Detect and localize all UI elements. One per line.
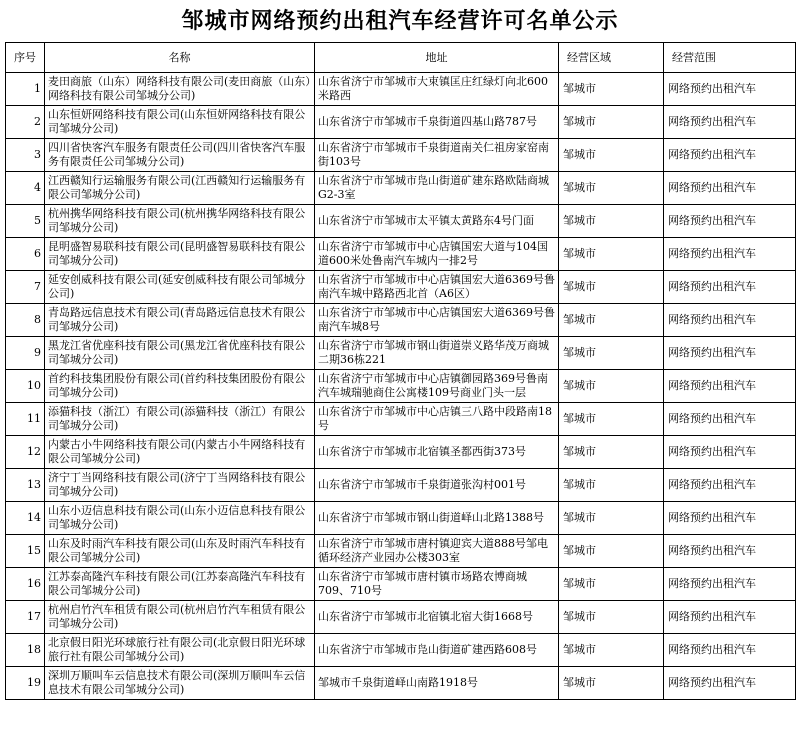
cell-seq: 11 [6,403,45,436]
cell-address: 山东省济宁市邹城市千泉街道张沟村001号 [315,469,559,502]
table-row [6,502,796,535]
header-scope: 经营范围 [664,43,796,73]
cell-name: 江西赣知行运输服务有限公司(江西赣知行运输服务有限公司邹城分公司) [45,172,315,205]
cell-address: 山东省济宁市邹城市钢山街道崇义路华茂万商城二期36栋221 [315,337,559,370]
cell-address: 山东省济宁市邹城市中心店镇御园路369号鲁南汽车城瑞驰商住公寓楼109号商业门头一层 [315,370,559,403]
cell-address: 山东省济宁市邹城市北宿镇圣都西街373号 [315,436,559,469]
cell-scope: 网络预约出租汽车 [664,205,796,238]
cell-scope: 网络预约出租汽车 [664,106,796,139]
cell-area: 邹城市 [559,568,664,601]
header-area: 经营区域 [559,43,664,73]
table-row [6,535,796,568]
cell-area: 邹城市 [559,106,664,139]
cell-scope: 网络预约出租汽车 [664,271,796,304]
cell-area: 邹城市 [559,535,664,568]
table-row [6,403,796,436]
cell-seq: 14 [6,502,45,535]
cell-scope: 网络预约出租汽车 [664,337,796,370]
cell-name: 麦田商旅（山东）网络科技有限公司(麦田商旅（山东）网络科技有限公司邹城分公司) [45,73,315,106]
table-row [6,139,796,172]
cell-scope: 网络预约出租汽车 [664,535,796,568]
table-row [6,436,796,469]
cell-area: 邹城市 [559,601,664,634]
cell-area: 邹城市 [559,238,664,271]
table-row [6,106,796,139]
cell-scope: 网络预约出租汽车 [664,370,796,403]
cell-seq: 10 [6,370,45,403]
cell-name: 山东及时雨汽车科技有限公司(山东及时雨汽车科技有限公司邹城分公司) [45,535,315,568]
cell-area: 邹城市 [559,73,664,106]
header-address: 地址 [315,43,559,73]
cell-address: 山东省济宁市邹城市中心店镇国宏大道6369号鲁南汽车城中路路西北首（A6区） [315,271,559,304]
cell-scope: 网络预约出租汽车 [664,502,796,535]
cell-area: 邹城市 [559,139,664,172]
cell-scope: 网络预约出租汽车 [664,403,796,436]
cell-seq: 15 [6,535,45,568]
cell-seq: 6 [6,238,45,271]
cell-area: 邹城市 [559,172,664,205]
cell-address: 山东省济宁市邹城市唐村镇迎宾大道888号邹电循环经济产业园办公楼303室 [315,535,559,568]
cell-area: 邹城市 [559,469,664,502]
cell-area: 邹城市 [559,271,664,304]
cell-name: 添猫科技（浙江）有限公司(添猫科技（浙江）有限公司邹城分公司) [45,403,315,436]
cell-address: 山东省济宁市邹城市中心店镇三八路中段路南18号 [315,403,559,436]
permit-table [5,42,796,700]
cell-address: 山东省济宁市邹城市大束镇匡庄红绿灯向北600米路西 [315,73,559,106]
cell-scope: 网络预约出租汽车 [664,568,796,601]
table-row [6,271,796,304]
cell-seq: 18 [6,634,45,667]
table-header-row [6,43,796,73]
cell-seq: 9 [6,337,45,370]
cell-seq: 7 [6,271,45,304]
cell-name: 首约科技集团股份有限公司(首约科技集团股份有限公司邹城分公司) [45,370,315,403]
table-row [6,172,796,205]
cell-seq: 19 [6,667,45,700]
table-row [6,370,796,403]
cell-address: 山东省济宁市邹城市凫山街道矿建西路608号 [315,634,559,667]
cell-area: 邹城市 [559,205,664,238]
cell-address: 山东省济宁市邹城市唐村镇市场路农博商城709、710号 [315,568,559,601]
cell-seq: 4 [6,172,45,205]
cell-name: 深圳万顺叫车云信息技术有限公司(深圳万顺叫车云信息技术有限公司邹城分公司) [45,667,315,700]
table-row [6,73,796,106]
cell-seq: 3 [6,139,45,172]
cell-name: 青岛路远信息技术有限公司(青岛路远信息技术有限公司邹城分公司) [45,304,315,337]
page-title: 邹城市网络预约出租汽车经营许可名单公示 [181,8,619,34]
cell-name: 黑龙江省优座科技有限公司(黑龙江省优座科技有限公司邹城分公司) [45,337,315,370]
cell-address: 山东省济宁市邹城市中心店镇国宏大道6369号鲁南汽车城8号 [315,304,559,337]
cell-address: 山东省济宁市邹城市钢山街道峄山北路1388号 [315,502,559,535]
cell-scope: 网络预约出租汽车 [664,139,796,172]
cell-name: 四川省快客汽车服务有限责任公司(四川省快客汽车服务有限责任公司邹城分公司) [45,139,315,172]
cell-address: 山东省济宁市邹城市千泉街道南关仁祖房家窑南街103号 [315,139,559,172]
cell-address: 邹城市千泉街道峄山南路1918号 [315,667,559,700]
header-name: 名称 [45,43,315,73]
cell-address: 山东省济宁市邹城市太平镇太黄路东4号门面 [315,205,559,238]
cell-address: 山东省济宁市邹城市北宿镇北宿大街1668号 [315,601,559,634]
cell-seq: 16 [6,568,45,601]
cell-name: 北京假日阳光环球旅行社有限公司(北京假日阳光环球旅行社有限公司邹城分公司) [45,634,315,667]
cell-scope: 网络预约出租汽车 [664,172,796,205]
cell-scope: 网络预约出租汽车 [664,238,796,271]
header-seq: 序号 [6,43,45,73]
table-row [6,337,796,370]
cell-name: 山东恒妍网络科技有限公司(山东恒妍网络科技有限公司邹城分公司) [45,106,315,139]
table-row [6,601,796,634]
cell-seq: 17 [6,601,45,634]
cell-area: 邹城市 [559,502,664,535]
cell-address: 山东省济宁市邹城市中心店镇国宏大道与104国道600米处鲁南汽车城内一排2号 [315,238,559,271]
cell-scope: 网络预约出租汽车 [664,436,796,469]
table-row [6,469,796,502]
cell-name: 延安创威科技有限公司(延安创威科技有限公司邹城分公司) [45,271,315,304]
cell-scope: 网络预约出租汽车 [664,304,796,337]
cell-scope: 网络预约出租汽车 [664,667,796,700]
table-row [6,205,796,238]
cell-name: 内蒙古小牛网络科技有限公司(内蒙古小牛网络科技有限公司邹城分公司) [45,436,315,469]
cell-seq: 5 [6,205,45,238]
cell-area: 邹城市 [559,370,664,403]
cell-name: 山东小迈信息科技有限公司(山东小迈信息科技有限公司邹城分公司) [45,502,315,535]
cell-scope: 网络预约出租汽车 [664,601,796,634]
cell-area: 邹城市 [559,667,664,700]
cell-name: 济宁丁当网络科技有限公司(济宁丁当网络科技有限公司邹城分公司) [45,469,315,502]
cell-name: 昆明盛智易联科技有限公司(昆明盛智易联科技有限公司邹城分公司) [45,238,315,271]
cell-seq: 13 [6,469,45,502]
cell-seq: 2 [6,106,45,139]
cell-seq: 8 [6,304,45,337]
cell-area: 邹城市 [559,634,664,667]
cell-name: 江苏泰高隆汽车科技有限公司(江苏泰高隆汽车科技有限公司邹城分公司) [45,568,315,601]
cell-scope: 网络预约出租汽车 [664,469,796,502]
table-row [6,634,796,667]
cell-scope: 网络预约出租汽车 [664,73,796,106]
table-row [6,667,796,700]
table-row [6,238,796,271]
cell-seq: 12 [6,436,45,469]
cell-area: 邹城市 [559,337,664,370]
cell-area: 邹城市 [559,436,664,469]
cell-area: 邹城市 [559,403,664,436]
table-row [6,568,796,601]
cell-scope: 网络预约出租汽车 [664,634,796,667]
cell-address: 山东省济宁市邹城市千泉街道四基山路787号 [315,106,559,139]
cell-address: 山东省济宁市邹城市凫山街道矿建东路欧陆商城G2-3室 [315,172,559,205]
cell-name: 杭州启竹汽车租赁有限公司(杭州启竹汽车租赁有限公司邹城分公司) [45,601,315,634]
cell-name: 杭州携华网络科技有限公司(杭州携华网络科技有限公司邹城分公司) [45,205,315,238]
table-row [6,304,796,337]
cell-area: 邹城市 [559,304,664,337]
cell-seq: 1 [6,73,45,106]
